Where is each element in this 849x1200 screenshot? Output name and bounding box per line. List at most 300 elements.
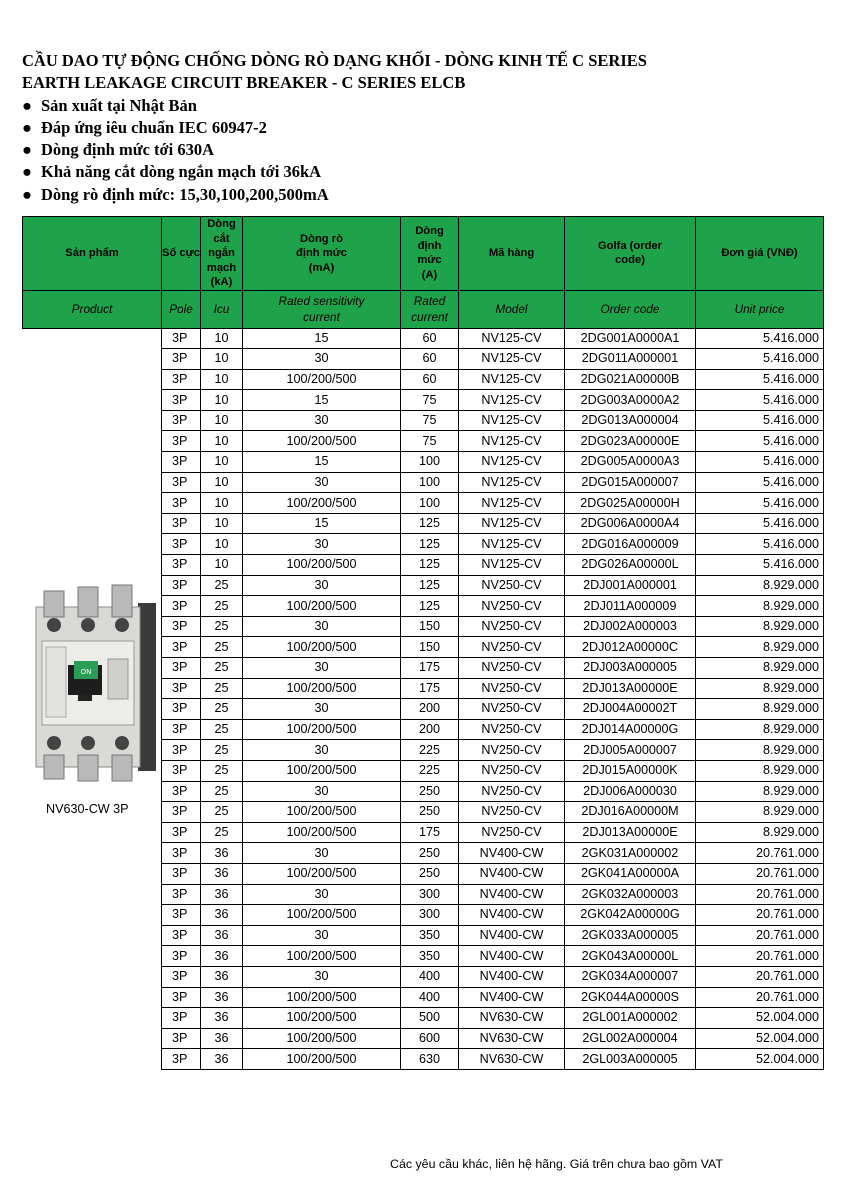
cell-sensitivity: 30 [243, 740, 401, 761]
cell-model: NV125-CV [459, 328, 565, 349]
feature-bullet [22, 161, 832, 183]
cell-sensitivity: 100/200/500 [243, 637, 401, 658]
cell-order-code: 2DG005A0000A3 [565, 452, 696, 473]
table-row [23, 555, 824, 576]
cell-order-code: 2DJ015A00000K [565, 760, 696, 781]
cell-unit-price: 5.416.000 [696, 452, 824, 473]
title-english: EARTH LEAKAGE CIRCUIT BREAKER - C SERIES ELCB [22, 73, 466, 93]
product-cell [23, 843, 162, 864]
cell-unit-price: 8.929.000 [696, 637, 824, 658]
cell-rated-current: 250 [401, 781, 459, 802]
cell-order-code: 2GK031A000002 [565, 843, 696, 864]
cell-sensitivity: 30 [243, 699, 401, 720]
feature-bullet-text: Dòng định mức tới 630A [41, 140, 215, 160]
cell-order-code: 2GK034A000007 [565, 966, 696, 987]
table-row [23, 1008, 824, 1029]
cell-rated-current: 200 [401, 699, 459, 720]
cell-unit-price: 8.929.000 [696, 658, 824, 679]
cell-unit-price: 5.416.000 [696, 349, 824, 370]
cell-icu: 25 [201, 802, 243, 823]
cell-rated-current: 100 [401, 452, 459, 473]
cell-unit-price: 20.761.000 [696, 843, 824, 864]
product-cell [23, 781, 162, 802]
cell-icu: 25 [201, 616, 243, 637]
cell-pole: 3P [162, 740, 201, 761]
table-row [23, 410, 824, 431]
cell-pole: 3P [162, 966, 201, 987]
table-row [23, 369, 824, 390]
cell-pole: 3P [162, 925, 201, 946]
cell-pole: 3P [162, 369, 201, 390]
cell-pole: 3P [162, 905, 201, 926]
cell-unit-price: 5.416.000 [696, 534, 824, 555]
cell-model: NV400-CW [459, 966, 565, 987]
cell-sensitivity: 100/200/500 [243, 493, 401, 514]
table-row [23, 390, 824, 411]
cell-icu: 10 [201, 493, 243, 514]
cell-unit-price: 52.004.000 [696, 1008, 824, 1029]
table-row [23, 513, 824, 534]
cell-order-code: 2DG015A000007 [565, 472, 696, 493]
cell-order-code: 2DJ003A000005 [565, 658, 696, 679]
cell-order-code: 2DJ006A000030 [565, 781, 696, 802]
cell-model: NV250-CV [459, 575, 565, 596]
cell-icu: 25 [201, 575, 243, 596]
product-cell [23, 328, 162, 349]
cell-rated-current: 250 [401, 802, 459, 823]
cell-model: NV400-CW [459, 843, 565, 864]
cell-model: NV125-CV [459, 452, 565, 473]
table-row [23, 452, 824, 473]
bullet-dot-icon: ● [22, 140, 32, 160]
cell-rated-current: 125 [401, 513, 459, 534]
cell-model: NV125-CV [459, 472, 565, 493]
table-row [23, 843, 824, 864]
cell-icu: 10 [201, 328, 243, 349]
cell-order-code: 2DG023A00000E [565, 431, 696, 452]
cell-rated-current: 150 [401, 616, 459, 637]
cell-unit-price: 5.416.000 [696, 390, 824, 411]
table-row [23, 1049, 824, 1070]
cell-pole: 3P [162, 1008, 201, 1029]
col-header-pole: Số cực [162, 217, 201, 291]
cell-sensitivity: 100/200/500 [243, 555, 401, 576]
product-cell [23, 966, 162, 987]
col-header-icu: Dòng cắt ngắn mạch (kA) [201, 217, 243, 291]
cell-rated-current: 350 [401, 946, 459, 967]
col-subheader-model: Model [459, 290, 565, 328]
cell-icu: 25 [201, 637, 243, 658]
cell-pole: 3P [162, 596, 201, 617]
cell-unit-price: 8.929.000 [696, 678, 824, 699]
cell-rated-current: 75 [401, 410, 459, 431]
cell-pole: 3P [162, 472, 201, 493]
cell-icu: 36 [201, 946, 243, 967]
cell-rated-current: 300 [401, 905, 459, 926]
cell-icu: 10 [201, 369, 243, 390]
cell-order-code: 2DJ013A00000E [565, 678, 696, 699]
col-header-model: Mã hàng [459, 217, 565, 291]
cell-model: NV250-CV [459, 699, 565, 720]
cell-icu: 36 [201, 843, 243, 864]
cell-model: NV400-CW [459, 946, 565, 967]
cell-sensitivity: 30 [243, 781, 401, 802]
cell-pole: 3P [162, 410, 201, 431]
cell-order-code: 2DG001A0000A1 [565, 328, 696, 349]
cell-unit-price: 8.929.000 [696, 616, 824, 637]
table-row [23, 349, 824, 370]
cell-rated-current: 630 [401, 1049, 459, 1070]
feature-bullet [22, 117, 832, 139]
table-row [23, 884, 824, 905]
feature-bullet-text: Sản xuất tại Nhật Bản [41, 95, 197, 115]
product-cell [23, 1008, 162, 1029]
header-row-vietnamese [23, 217, 824, 291]
table-row [23, 534, 824, 555]
cell-sensitivity: 100/200/500 [243, 1028, 401, 1049]
cell-model: NV125-CV [459, 390, 565, 411]
cell-unit-price: 5.416.000 [696, 410, 824, 431]
product-cell [23, 946, 162, 967]
cell-model: NV250-CV [459, 760, 565, 781]
cell-rated-current: 125 [401, 534, 459, 555]
cell-pole: 3P [162, 493, 201, 514]
col-subheader-order-code: Order code [565, 290, 696, 328]
cell-icu: 10 [201, 410, 243, 431]
feature-bullet-text: Đáp ứng iêu chuẩn IEC 60947-2 [41, 117, 267, 137]
cell-sensitivity: 15 [243, 513, 401, 534]
cell-model: NV630-CW [459, 1028, 565, 1049]
cell-model: NV250-CV [459, 822, 565, 843]
col-subheader-product: Product [23, 290, 162, 328]
cell-unit-price: 5.416.000 [696, 431, 824, 452]
cell-icu: 36 [201, 905, 243, 926]
cell-order-code: 2DG026A00000L [565, 555, 696, 576]
cell-order-code: 2GK042A00000G [565, 905, 696, 926]
cell-pole: 3P [162, 822, 201, 843]
cell-sensitivity: 100/200/500 [243, 822, 401, 843]
cell-pole: 3P [162, 616, 201, 637]
col-header-unit-price: Đơn giá (VNĐ) [696, 217, 824, 291]
cell-icu: 36 [201, 1008, 243, 1029]
cell-order-code: 2DJ004A00002T [565, 699, 696, 720]
cell-model: NV400-CW [459, 987, 565, 1008]
cell-sensitivity: 100/200/500 [243, 1049, 401, 1070]
cell-model: NV250-CV [459, 740, 565, 761]
cell-sensitivity: 30 [243, 658, 401, 679]
cell-pole: 3P [162, 802, 201, 823]
cell-unit-price: 52.004.000 [696, 1049, 824, 1070]
cell-pole: 3P [162, 760, 201, 781]
cell-model: NV125-CV [459, 555, 565, 576]
cell-model: NV250-CV [459, 781, 565, 802]
cell-sensitivity: 100/200/500 [243, 863, 401, 884]
cell-unit-price: 8.929.000 [696, 699, 824, 720]
feature-bullet [22, 184, 832, 206]
cell-pole: 3P [162, 452, 201, 473]
header-row-english [23, 290, 824, 328]
table-row [23, 822, 824, 843]
cell-icu: 25 [201, 740, 243, 761]
cell-rated-current: 175 [401, 822, 459, 843]
cell-pole: 3P [162, 884, 201, 905]
cell-model: NV125-CV [459, 410, 565, 431]
cell-sensitivity: 100/200/500 [243, 719, 401, 740]
cell-order-code: 2DG006A0000A4 [565, 513, 696, 534]
cell-sensitivity: 100/200/500 [243, 1008, 401, 1029]
cell-model: NV125-CV [459, 369, 565, 390]
col-subheader-sensitivity: Rated sensitivity current [243, 290, 401, 328]
cell-order-code: 2DJ002A000003 [565, 616, 696, 637]
table-row [23, 1028, 824, 1049]
cell-order-code: 2GL001A000002 [565, 1008, 696, 1029]
cell-unit-price: 8.929.000 [696, 760, 824, 781]
cell-icu: 10 [201, 513, 243, 534]
cell-sensitivity: 100/200/500 [243, 946, 401, 967]
cell-icu: 10 [201, 472, 243, 493]
cell-icu: 25 [201, 596, 243, 617]
title-vietnamese: CẦU DAO TỰ ĐỘNG CHỐNG DÒNG RÒ DẠNG KHỐI - DÒNG KINH TẾ C SERIES [22, 51, 647, 70]
table-row [23, 431, 824, 452]
cell-unit-price: 5.416.000 [696, 555, 824, 576]
cell-unit-price: 8.929.000 [696, 575, 824, 596]
cell-unit-price: 5.416.000 [696, 328, 824, 349]
cell-rated-current: 250 [401, 863, 459, 884]
cell-model: NV250-CV [459, 596, 565, 617]
product-cell [23, 822, 162, 843]
product-cell [23, 1049, 162, 1070]
table-row [23, 493, 824, 514]
cell-rated-current: 500 [401, 1008, 459, 1029]
product-cell [23, 987, 162, 1008]
cell-unit-price: 20.761.000 [696, 863, 824, 884]
cell-order-code: 2DJ011A000009 [565, 596, 696, 617]
cell-unit-price: 8.929.000 [696, 596, 824, 617]
cell-sensitivity: 15 [243, 452, 401, 473]
cell-unit-price: 5.416.000 [696, 493, 824, 514]
cell-order-code: 2DG016A000009 [565, 534, 696, 555]
cell-rated-current: 200 [401, 719, 459, 740]
cell-pole: 3P [162, 328, 201, 349]
cell-sensitivity: 30 [243, 843, 401, 864]
feature-bullet [22, 95, 832, 117]
bullet-dot-icon: ● [22, 162, 32, 182]
cell-pole: 3P [162, 781, 201, 802]
cell-icu: 25 [201, 678, 243, 699]
cell-icu: 36 [201, 1028, 243, 1049]
cell-sensitivity: 30 [243, 472, 401, 493]
feature-bullet-list [22, 95, 832, 206]
cell-sensitivity: 15 [243, 390, 401, 411]
cell-pole: 3P [162, 555, 201, 576]
cell-icu: 25 [201, 760, 243, 781]
cell-model: NV250-CV [459, 616, 565, 637]
breaker-product-image [34, 583, 158, 783]
cell-rated-current: 60 [401, 328, 459, 349]
cell-pole: 3P [162, 1028, 201, 1049]
cell-order-code: 2GL003A000005 [565, 1049, 696, 1070]
cell-unit-price: 8.929.000 [696, 781, 824, 802]
product-cell [23, 534, 162, 555]
cell-order-code: 2DG003A0000A2 [565, 390, 696, 411]
cell-order-code: 2DJ014A00000G [565, 719, 696, 740]
product-cell [23, 452, 162, 473]
cell-unit-price: 52.004.000 [696, 1028, 824, 1049]
cell-unit-price: 20.761.000 [696, 966, 824, 987]
cell-unit-price: 8.929.000 [696, 802, 824, 823]
table-row [23, 987, 824, 1008]
product-cell [23, 493, 162, 514]
handle-on-text: ON [80, 668, 92, 676]
cell-model: NV400-CW [459, 863, 565, 884]
cell-unit-price: 20.761.000 [696, 925, 824, 946]
col-subheader-rated-current: Rated current [401, 290, 459, 328]
cell-pole: 3P [162, 1049, 201, 1070]
cell-order-code: 2GK041A00000A [565, 863, 696, 884]
cell-order-code: 2DJ013A00000E [565, 822, 696, 843]
cell-rated-current: 600 [401, 1028, 459, 1049]
cell-rated-current: 100 [401, 472, 459, 493]
table-row [23, 863, 824, 884]
table-row [23, 328, 824, 349]
cell-order-code: 2DJ005A000007 [565, 740, 696, 761]
col-subheader-icu: Icu [201, 290, 243, 328]
cell-rated-current: 125 [401, 575, 459, 596]
cell-icu: 10 [201, 452, 243, 473]
cell-model: NV250-CV [459, 658, 565, 679]
product-cell [23, 513, 162, 534]
cell-unit-price: 5.416.000 [696, 513, 824, 534]
product-name: NV630-CW 3P [46, 802, 129, 816]
cell-model: NV400-CW [459, 884, 565, 905]
cell-icu: 10 [201, 534, 243, 555]
cell-model: NV250-CV [459, 802, 565, 823]
cell-rated-current: 100 [401, 493, 459, 514]
cell-pole: 3P [162, 534, 201, 555]
feature-bullet [22, 139, 832, 161]
col-header-sensitivity: Dòng rò định mức (mA) [243, 217, 401, 291]
bullet-dot-icon: ● [22, 117, 32, 137]
col-header-product: Sản phẩm [23, 217, 162, 291]
cell-pole: 3P [162, 946, 201, 967]
cell-order-code: 2DG013A000004 [565, 410, 696, 431]
cell-sensitivity: 100/200/500 [243, 760, 401, 781]
cell-order-code: 2DG021A00000B [565, 369, 696, 390]
feature-bullet-text: Dòng rò định mức: 15,30,100,200,500mA [41, 184, 329, 204]
cell-icu: 25 [201, 719, 243, 740]
cell-model: NV630-CW [459, 1008, 565, 1029]
bullet-dot-icon: ● [22, 184, 32, 204]
cell-rated-current: 60 [401, 369, 459, 390]
cell-model: NV125-CV [459, 534, 565, 555]
table-row [23, 781, 824, 802]
cell-icu: 25 [201, 699, 243, 720]
cell-sensitivity: 100/200/500 [243, 678, 401, 699]
cell-order-code: 2GK044A00000S [565, 987, 696, 1008]
table-row [23, 925, 824, 946]
cell-icu: 25 [201, 658, 243, 679]
cell-icu: 10 [201, 555, 243, 576]
cell-unit-price: 8.929.000 [696, 740, 824, 761]
cell-rated-current: 175 [401, 658, 459, 679]
cell-icu: 36 [201, 884, 243, 905]
feature-bullet-text: Khả năng cắt dòng ngắn mạch tới 36kA [41, 162, 322, 182]
cell-icu: 36 [201, 925, 243, 946]
cell-model: NV125-CV [459, 493, 565, 514]
cell-model: NV250-CV [459, 637, 565, 658]
cell-sensitivity: 30 [243, 575, 401, 596]
cell-sensitivity: 100/200/500 [243, 431, 401, 452]
cell-model: NV400-CW [459, 925, 565, 946]
cell-icu: 25 [201, 822, 243, 843]
cell-order-code: 2GK033A000005 [565, 925, 696, 946]
cell-rated-current: 75 [401, 431, 459, 452]
cell-order-code: 2DG025A00000H [565, 493, 696, 514]
cell-unit-price: 8.929.000 [696, 719, 824, 740]
cell-order-code: 2DJ001A000001 [565, 575, 696, 596]
cell-unit-price: 20.761.000 [696, 946, 824, 967]
cell-unit-price: 20.761.000 [696, 987, 824, 1008]
cell-icu: 25 [201, 781, 243, 802]
cell-pole: 3P [162, 431, 201, 452]
table-row [23, 802, 824, 823]
cell-rated-current: 125 [401, 596, 459, 617]
cell-model: NV400-CW [459, 905, 565, 926]
cell-sensitivity: 100/200/500 [243, 596, 401, 617]
cell-icu: 36 [201, 863, 243, 884]
cell-sensitivity: 100/200/500 [243, 987, 401, 1008]
col-subheader-pole: Pole [162, 290, 201, 328]
cell-pole: 3P [162, 843, 201, 864]
cell-rated-current: 225 [401, 740, 459, 761]
cell-unit-price: 20.761.000 [696, 884, 824, 905]
product-cell [23, 884, 162, 905]
product-cell [23, 863, 162, 884]
cell-rated-current: 150 [401, 637, 459, 658]
document-heading [22, 50, 832, 206]
cell-order-code: 2DJ016A00000M [565, 802, 696, 823]
cell-sensitivity: 30 [243, 884, 401, 905]
cell-model: NV125-CV [459, 513, 565, 534]
cell-pole: 3P [162, 390, 201, 411]
cell-model: NV250-CV [459, 719, 565, 740]
cell-sensitivity: 100/200/500 [243, 802, 401, 823]
product-cell [23, 390, 162, 411]
cell-icu: 10 [201, 431, 243, 452]
cell-sensitivity: 30 [243, 966, 401, 987]
table-row [23, 905, 824, 926]
cell-rated-current: 225 [401, 760, 459, 781]
cell-model: NV630-CW [459, 1049, 565, 1070]
cell-unit-price: 5.416.000 [696, 369, 824, 390]
product-cell [23, 905, 162, 926]
cell-pole: 3P [162, 678, 201, 699]
cell-pole: 3P [162, 575, 201, 596]
cell-pole: 3P [162, 349, 201, 370]
cell-unit-price: 8.929.000 [696, 822, 824, 843]
cell-sensitivity: 30 [243, 410, 401, 431]
cell-rated-current: 350 [401, 925, 459, 946]
cell-rated-current: 300 [401, 884, 459, 905]
cell-order-code: 2GL002A000004 [565, 1028, 696, 1049]
cell-rated-current: 125 [401, 555, 459, 576]
cell-pole: 3P [162, 658, 201, 679]
cell-unit-price: 20.761.000 [696, 905, 824, 926]
product-cell [23, 369, 162, 390]
cell-order-code: 2GK043A00000L [565, 946, 696, 967]
footer-note: Các yêu cầu khác, liên hệ hãng. Giá trên chưa bao gồm VAT [390, 1157, 723, 1171]
cell-icu: 10 [201, 349, 243, 370]
